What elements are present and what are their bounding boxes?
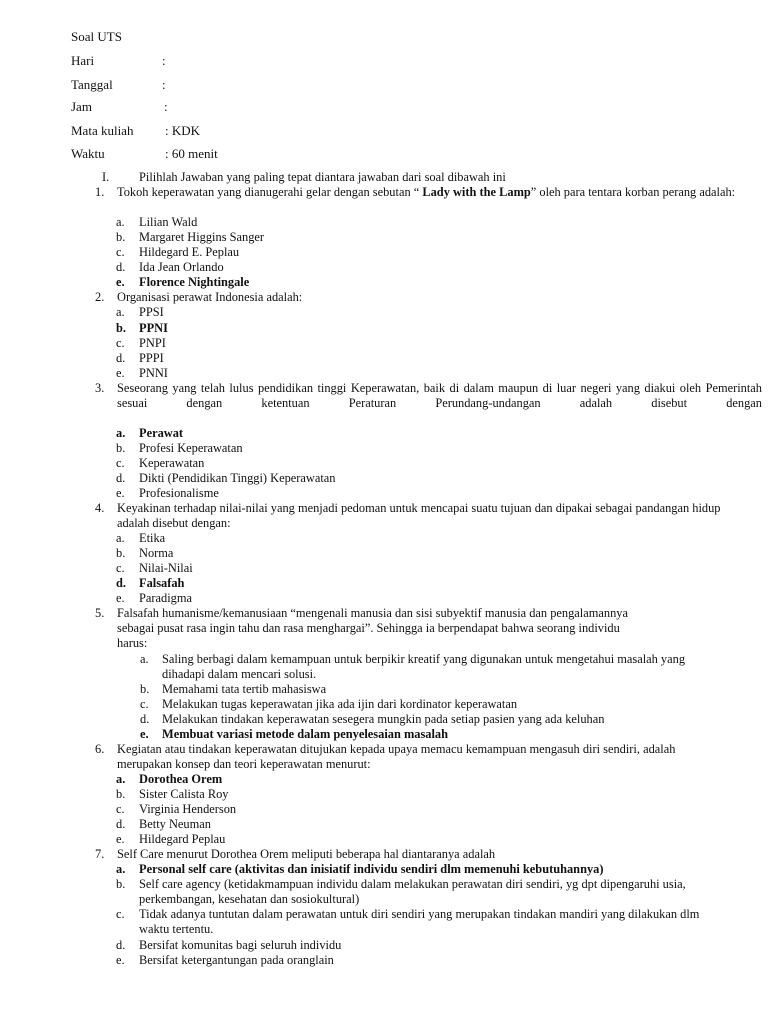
option-letter: c. xyxy=(116,455,125,470)
option-text: Bersifat ketergantungan pada oranglain xyxy=(139,952,334,967)
option-text: Ida Jean Orlando xyxy=(139,260,224,275)
option-text: Perawat xyxy=(139,425,184,440)
option-text: PNPI xyxy=(139,335,166,350)
option-text: Memahami tata tertib mahasiswa xyxy=(162,681,327,696)
option-text: Etika xyxy=(139,531,166,546)
option-letter: d. xyxy=(140,711,150,726)
option-letter: c. xyxy=(116,561,125,576)
option-text: Hildegard Peplau xyxy=(139,832,226,847)
option-letter: d. xyxy=(116,937,126,952)
header-field-label: Tanggal xyxy=(71,77,113,92)
option-letter: a. xyxy=(116,862,126,877)
header-field-label: Jam xyxy=(71,99,92,114)
question-text xyxy=(117,290,762,305)
option-text: Hildegard E. Peplau xyxy=(139,245,240,260)
question-text-part: ” oleh para tentara korban perang adalah: xyxy=(530,185,736,200)
option-text: Keperawatan xyxy=(139,455,205,470)
option-text: Bersifat komunitas bagi seluruh individu xyxy=(139,937,342,952)
option-text: Sister Calista Roy xyxy=(139,787,229,802)
option-letter: d. xyxy=(116,817,126,832)
option-text: PPNI xyxy=(139,320,168,335)
header-field-value: : xyxy=(164,99,168,114)
option-text: Tidak adanya tuntutan dalam perawatan untuk diri sendiri yang merupakan tindakan mandiri yang dilakukan dlm waktu tertentu. xyxy=(139,907,700,937)
option-text: Paradigma xyxy=(139,591,192,606)
option-text: Norma xyxy=(139,546,174,561)
option-text: Margaret Higgins Sanger xyxy=(139,230,265,245)
option-text: Betty Neuman xyxy=(139,817,211,832)
option-letter: e. xyxy=(140,726,149,741)
option-letter: c. xyxy=(116,907,125,922)
question-text-part: Tokoh keperawatan yang dianugerahi gelar dengan sebutan “ xyxy=(117,185,423,200)
option-text: Personal self care (aktivitas dan inisiatif individu sendiri dlm memenuhi kebutuhannya) xyxy=(139,862,604,877)
option-text: Virginia Henderson xyxy=(139,802,237,817)
option-text: Self care agency (ketidakmampuan individu dalam melakukan perawatan diri sendiri, yg dpt dipengaruhi usia, perkembangan, kesehatan dan sosiokultural) xyxy=(139,877,686,907)
question-number: 7. xyxy=(95,847,105,862)
option-letter: e. xyxy=(116,486,125,501)
option-letter: b. xyxy=(116,230,126,245)
question-text xyxy=(117,381,762,411)
question-number: 2. xyxy=(95,290,105,305)
option-text: Dikti (Pendidikan Tinggi) Keperawatan xyxy=(139,471,336,485)
header-field-value: : xyxy=(162,53,166,68)
option-letter: a. xyxy=(116,531,125,546)
option-letter: d. xyxy=(116,471,126,485)
header-field-value: : 60 menit xyxy=(165,146,218,161)
option-letter: b. xyxy=(116,320,126,335)
option-letter: a. xyxy=(116,215,125,230)
option-letter: b. xyxy=(116,877,126,892)
question-text xyxy=(117,742,707,772)
question-text-part: Keyakinan terhadap nilai-nilai yang menjadi pedoman untuk mencapai suatu tujuan dan dipakai sebagai pandangan hidup adalah disebut dengan: xyxy=(117,501,721,531)
option-letter: c. xyxy=(140,696,149,711)
option-letter: b. xyxy=(116,787,126,802)
option-letter: c. xyxy=(116,335,125,350)
header-field-value: : KDK xyxy=(165,123,201,138)
option-text: Profesionalisme xyxy=(139,486,219,501)
option-letter: a. xyxy=(116,772,126,786)
header-field-value: : xyxy=(162,77,166,92)
option-letter: e. xyxy=(116,275,125,290)
option-letter: e. xyxy=(116,832,125,847)
question-text-part: Kegiatan atau tindakan keperawatan ditujukan kepada upaya memacu kemampuan mengasuh diri sendiri, adalah merupakan konsep dan teori keperawatan menurut: xyxy=(117,741,676,771)
option-letter: c. xyxy=(116,802,125,817)
question-text xyxy=(117,847,762,862)
question-text-part: Falsafah humanisme/kemanusiaan “mengenali manusia dan sisi subyektif manusia dan pengalamannya sebagai pusat rasa ingin tahu dan rasa menghargai”. Sehingga ia berpendapat bahwa seorang individu harus: xyxy=(117,606,628,651)
option-letter: b. xyxy=(116,546,126,561)
option-letter: a. xyxy=(116,305,125,320)
option-text: Florence Nightingale xyxy=(139,275,250,290)
option-text: Nilai-Nilai xyxy=(139,561,193,576)
option-text: Melakukan tugas keperawatan jika ada ijin dari kordinator keperawatan xyxy=(162,696,518,711)
header-field-label: Hari xyxy=(71,53,95,68)
question-number: 3. xyxy=(95,380,105,395)
question-text-part: Lady with the Lamp xyxy=(422,185,531,200)
question-text-part: Organisasi perawat Indonesia adalah: xyxy=(117,290,303,305)
question-number: 4. xyxy=(95,501,105,516)
section-marker: I. xyxy=(102,170,110,184)
option-text: Falsafah xyxy=(139,576,185,591)
header-field-label: Mata kuliah xyxy=(71,123,134,138)
option-letter: c. xyxy=(116,245,125,260)
question-text xyxy=(117,185,762,200)
section-instruction: Pilihlah Jawaban yang paling tepat diantara jawaban dari soal dibawah ini xyxy=(139,170,506,184)
option-letter: d. xyxy=(116,576,126,591)
option-letter: d. xyxy=(116,260,126,275)
option-letter: e. xyxy=(116,952,125,967)
question-text-part: Seseorang yang telah lulus pendidikan tinggi Keperawatan, baik di dalam maupun di luar negeri yang diakui oleh Pemerintah sesuai dengan ketentuan Peraturan Perundang-undangan adalah disebut dengan xyxy=(117,380,762,410)
question-text xyxy=(117,501,722,531)
option-text: Dorothea Orem xyxy=(139,772,223,786)
option-text: PNNI xyxy=(139,365,168,380)
option-letter: b. xyxy=(116,440,126,455)
question-number: 5. xyxy=(95,606,105,621)
question-text-part: Self Care menurut Dorothea Orem meliputi beberapa hal diantaranya adalah xyxy=(117,847,496,862)
option-letter: e. xyxy=(116,591,125,606)
question-number: 6. xyxy=(95,741,105,756)
option-text: Membuat variasi metode dalam penyelesaian masalah xyxy=(162,726,449,741)
option-text: Saling berbagi dalam kemampuan untuk berpikir kreatif yang digunakan untuk mengetahui masalah yang dihadapi dalam mencari solusi. xyxy=(162,651,686,681)
header-field-label: Waktu xyxy=(71,146,105,161)
option-letter: b. xyxy=(140,681,150,696)
option-letter: a. xyxy=(116,425,126,440)
option-text: Melakukan tindakan keperawatan sesegera mungkin pada setiap pasien yang ada keluhan xyxy=(162,711,605,726)
option-text: PPPI xyxy=(139,350,164,365)
question-text xyxy=(117,606,647,651)
option-text: Lilian Wald xyxy=(139,215,198,230)
question-number: 1. xyxy=(95,185,105,200)
option-text: Profesi Keperawatan xyxy=(139,440,243,455)
option-letter: e. xyxy=(116,365,125,380)
option-letter: d. xyxy=(116,350,126,365)
exam-title: Soal UTS xyxy=(71,29,122,44)
option-letter: a. xyxy=(140,651,149,666)
option-text: PPSI xyxy=(139,305,164,320)
